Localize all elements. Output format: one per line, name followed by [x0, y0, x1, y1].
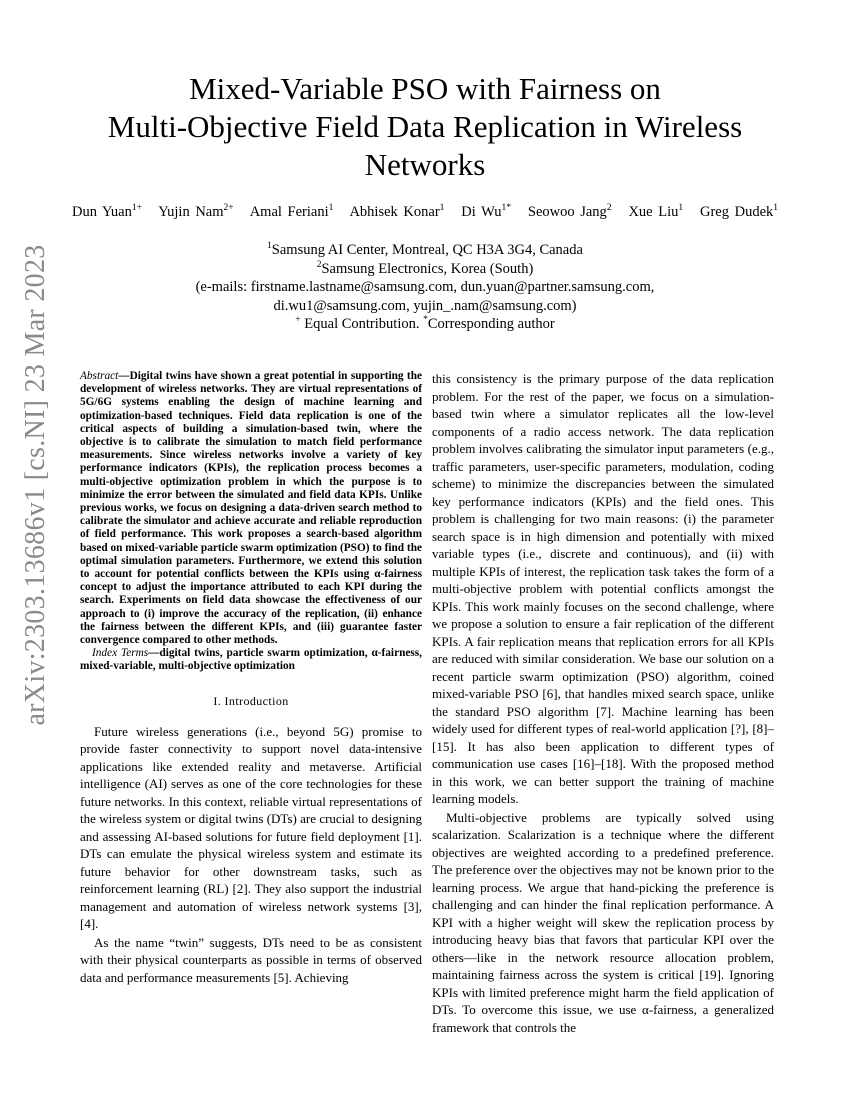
emails-line-1: (e-mails: firstname.lastname@samsung.com, dun.yuan@partner.samsung.com,: [195, 279, 655, 296]
abstract-label: Abstract: [80, 370, 119, 382]
title-line-3: Networks: [364, 147, 486, 182]
index-terms-label: Index Terms: [92, 647, 149, 660]
affiliation-1: $^1$Samsung AI Center, Montreal, QC H3A 3G4, Canada: [267, 241, 583, 258]
author: Amal Feriani$^1$: [249, 203, 334, 220]
right-column: [432, 370, 774, 1036]
affiliation-2: $^2$Samsung Electronics, Korea (South): [316, 259, 534, 277]
paragraph: Multi-objective problems are typically solved using scalarization. Scalarization is a technique where the different objectives are weighted according to a predefined preference. The preference over the objectives may not be known prior to the learning process. We argue that hand-picking the preference is challenging and can hinder the final replication performance. A KPI with a higher weight will skew the replication process by introducing heavy bias that favors that particular KPI over the others—like in the network resource allocation problem, maintaining fairness across the system is critical [19]. Ignoring KPIs with limited preference might harm the field application of DTs. To overcome this issue, we use α-fairness, a generalized framework that controls the: [432, 809, 774, 1035]
arxiv-sidebar: [0, 0, 60, 1100]
author: Seowoo Jang$^2$: [527, 203, 612, 220]
author-list: [60, 204, 790, 221]
author: Yujin Nam$^{2+}$: [158, 203, 234, 220]
section-heading: I. Introduction: [213, 693, 289, 708]
author: Di $Wu^{1*}$: [461, 203, 511, 220]
title-line-2: Multi-Objective Field Data Replication in Wireless: [107, 109, 743, 144]
paragraph: this consistency is the primary purpose of the data replication problem. For the rest of the paper, we focus on a simulation-based twin where a simulator replicates all the low-level components of a radio access network. The data replication problem involves calibrating the simulator input parameters (e.g., traffic parameters, user-specific parameters, modulation, coding scheme) to minimize the discrepancies between the simulated key performance indicators (KPIs) and the field ones. This problem is challenging for two main reasons: (i) the parameter search space is in high dimension and potentially with mixed variable types (i.e., discrete and continuous), and (ii) with multiple KPIs of interest, the replication task takes the form of a multi-objective problem with potential conflicts amongst the KPIs. This work mainly focuses on the second challenge, where we propose a solution to ensure a fair replication of the different KPIs. A fair replication means that replication errors for all KPIs are reduced with similar consideration. We base our solution on a recent particle swarm optimization (PSO) algorithm, coined mixed-variable PSO [6], that handles mixed search space, unlike the standard PSO algorithm [7]. Machine learning has been widely used for different types of real-world application [?], [8]–[15]. It has also been application to different types of communication use cases [16]–[18]. With the proposed method in this work, we can better support the training of machine learning models.: [432, 371, 774, 806]
paper-title: [60, 70, 790, 184]
author: Dun Yuan$^{1+}$: [71, 203, 142, 220]
abstract-text: —Digital twins have shown a great potential in supporting the development of wireless networks. They are virtual representations of 5G/6G systems enabling the design of machine learning and optimization-based techniques. Field data replication is one of the critical aspects of building a simulation-based twin, where the objective is to calibrate the simulation to match field performance measurements. Since wireless networks involve a variety of key performance indicators (KPIs), the replication process becomes a multi-objective optimization problem in which the purpose is to minimize the error between the simulated and field data KPIs. Unlike previous works, we focus on designing a data-driven search method to calibrate the simulator and achieve accurate and reliable reproduction of field performance. This work proposes a search-based algorithm based on mixed-variable particle swarm optimization (PSO) to find the optimal simulation parameters. Furthermore, we extend this solution to account for potential conflicts between the KPIs using α-fairness concept to adjust the importance attributed to each KPI during the search. Experiments on field data showcase the effectiveness of our approach to (i) improve the accuracy of the replication, (ii) enhance the fairness between the different KPIs, and (iii) guarantee faster convergence compared to other methods.: [80, 370, 422, 647]
index-terms-text: —digital twins, particle swarm optimization, α-fairness, mixed-variable, multi-objective optimization: [80, 647, 423, 673]
paragraph: Future wireless generations (i.e., beyond 5G) promise to provide faster connectivity to support novel data-intensive applications like extended reality and metaverse. Artificial intelligence (AI) serves as one of the core technologies for these future networks. In this context, reliable virtual representations of the wireless system or digital twins (DTs) are crucial to designing and assessing AI-based solutions for future field deployment [1]. DTs can emulate the physical wireless system and estimate its future behavior for other downstream tasks, such as reinforcement learning (RL) [2]. They also support the industrial management and automation of wireless network systems [3], [4].: [80, 723, 422, 932]
author: Greg Dudek$^1$: [699, 203, 779, 220]
abstract: [80, 370, 422, 647]
index-terms: [80, 647, 422, 673]
contribution-note: + Equal Contribution. *Corresponding author: [295, 315, 555, 333]
author: Abhisek Konar$^1$: [349, 203, 445, 220]
title-line-1: Mixed-Variable PSO with Fairness on: [189, 71, 661, 106]
emails-line-2: di.wu1@samsung.com, yujin_.nam@samsung.com): [273, 297, 577, 314]
left-column: [80, 370, 422, 986]
arxiv-identifier: arXiv:2303.13686v1 [cs.NI] 23 Mar 2023: [20, 244, 51, 726]
author: Xue Liu$^1$: [628, 203, 684, 220]
affiliations: [60, 241, 790, 334]
paragraph: As the name “twin” suggests, DTs need to be as consistent with their physical counterparts as possible in terms of observed data and performance measurements [5]. Achieving: [80, 934, 422, 985]
